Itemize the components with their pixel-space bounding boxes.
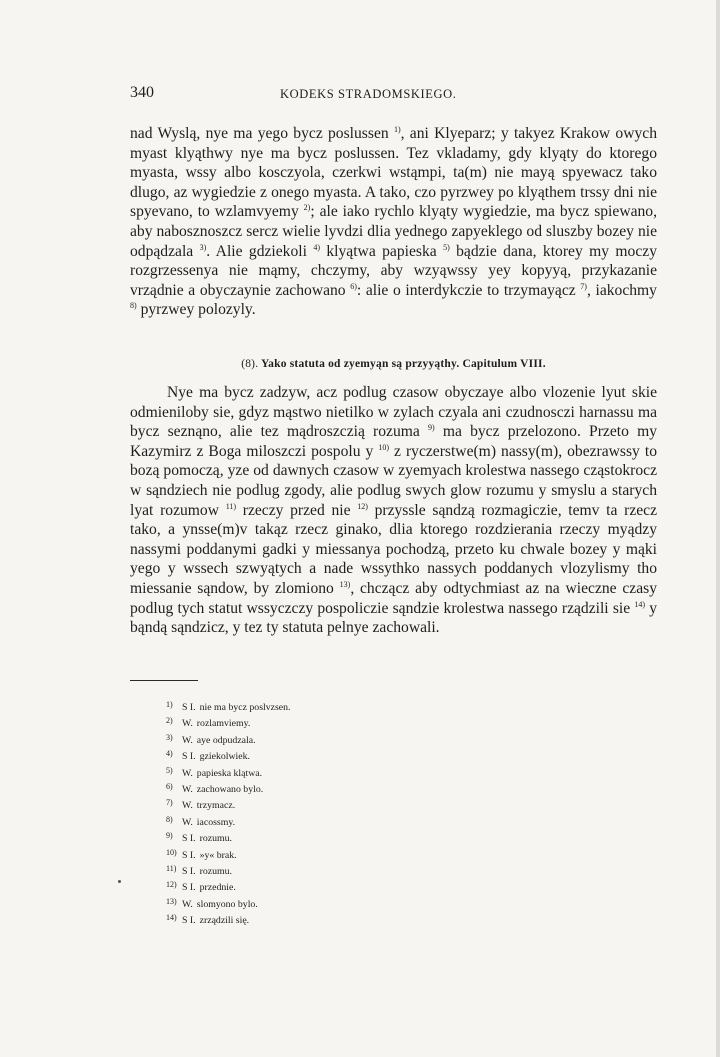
text-run: ; ale iako rychlo klyąty wygiedzie, ma bycz spiewano, aby nabosznoszcz sercz wielie lyvdzi dlia yednego zapyeklego od sluszby bozey nie odpądzala <box>130 203 657 260</box>
footnote-marker: 11) <box>166 863 177 873</box>
footnote-list <box>166 697 446 926</box>
footnote-reference: 11) <box>225 501 237 511</box>
page-edge <box>716 0 720 1057</box>
footnote-text: gziekolwiek. <box>199 751 250 763</box>
footnote <box>166 894 446 910</box>
text-run: , chcząсz aby odtychmiast az na wieczne czasy podlug tych statut wssyczczy pospoliczie sąndzie krolestwa nassego rządzili sie <box>130 579 657 617</box>
text-run: klyątwa papieska <box>320 242 444 260</box>
footnote-siglum: W. <box>182 898 193 910</box>
footnote-text: zrządzili się. <box>199 915 250 927</box>
running-title: KODEKS STRADOMSKIEGO. <box>280 87 457 101</box>
footnote <box>166 828 446 844</box>
footnote-marker: 7) <box>166 798 173 808</box>
footnote-siglum: W. <box>182 800 193 812</box>
footnote-marker: 10) <box>166 847 177 857</box>
footnote-marker: 1) <box>166 700 173 709</box>
footnote-marker: 13) <box>166 896 177 906</box>
footnote-siglum: W. <box>182 734 193 746</box>
footnote-reference: 14) <box>634 599 646 609</box>
footnote-siglum: W. <box>182 816 193 828</box>
footnote-text: »y« brak. <box>199 849 237 861</box>
footnote-siglum: S I. <box>182 751 196 763</box>
footnote-text: przednie. <box>199 882 236 894</box>
footnote <box>166 845 446 861</box>
text-run: . Alie gdziekoli <box>206 242 314 260</box>
footnote <box>166 795 446 811</box>
footnote-text: papieska klątwa. <box>196 767 263 779</box>
text-run: z ryczerstwe(m) nassy(m), obezrawssy to bozą pomoczą, yze od dawnych czasow w zyemyach krolestwa nassego cząstokrocz w sąndziech nie podlug zgody, alie podlug swych glow rozumu y smyslu a starych lyat rozumow <box>130 442 657 519</box>
footnote <box>166 910 446 926</box>
footnote <box>166 812 446 828</box>
text-run: przyssle sąndzą rozmagiczie, temv ta rzecz tako, a ynsse(m)v takąz rzecz ginako, dlia ktorego rozdzierania rzeczy myądzy nassymi poddanymi gadki y miessanya pochodzą, przeto ku chwale bozey y mąki yego y wssech szwyątych a nade wssythko nassych poddanych vlozylismy tho miessanie sąndow, by zlomiono <box>130 501 658 597</box>
footnote <box>166 697 446 713</box>
section-heading <box>130 358 657 370</box>
footnote-marker: 9) <box>166 831 173 841</box>
text-run: bądzie dana, ktorey my moczy rozgrzessenya nie mąmy, chczymy, aby wzyąwssy yey kopyyą, przykazanie vrządnie a obyczaynie zachowano <box>130 242 657 299</box>
footnote-marker: 4) <box>166 749 173 759</box>
footnote-reference: 10) <box>378 442 390 452</box>
section-title: Yako statuta od zyemyąn są przyyąthy. Capitulum VIII. <box>260 358 546 370</box>
footnote-reference: 1) <box>393 125 401 134</box>
section-number: (8). <box>241 358 259 370</box>
footnote-marker: 2) <box>166 716 173 726</box>
footnote-siglum: S I. <box>182 915 196 927</box>
footnote-marker: 6) <box>166 781 173 791</box>
footnote-text: trzymacz. <box>196 800 236 812</box>
text-run: : alie o interdykczie to trzymayącz <box>356 281 581 299</box>
paragraph-2 <box>130 383 657 638</box>
paragraph-1 <box>130 124 657 320</box>
footnote-reference: 4) <box>313 242 320 252</box>
footnote-text: rozumu. <box>199 865 233 877</box>
page-header <box>130 84 660 106</box>
text-run: , ani Klyeparz; y takyez Krakow owych myast klyąthwy nye ma bycz poslussen. Tez vkladamy, gdy klyąty do ktorego myasta, wssy albo kosczyola, czerkwi wstąmpi, ta(m) nie mayą spyewacz tako dlugo, az wygiedzie z onego myasta. A tako, czo pyrzwey po klyąthem trssy dni nie spyevano, to wzlamvyemy <box>130 125 658 221</box>
margin-dot <box>118 880 121 883</box>
footnote-siglum: W. <box>182 783 193 795</box>
footnote-reference: 5) <box>443 242 450 252</box>
text-run: y bąndą sąndzicz, y tez ty statuta pelnye zachowali. <box>130 599 657 637</box>
footnote-text: rozumu. <box>199 833 233 845</box>
footnote-reference: 6) <box>350 281 357 291</box>
footnote-siglum: S I. <box>182 865 196 877</box>
text-run: Nye ma bycz zadzyw, acz podlug czasow obyczaye albo vlozenie lyut skie odmienilоby sie, gdyz mąstwo nietilko w zylach czyala ani czudnosczi harnassu ma bycz seznąno, alie tez mądroszczią rozuma <box>130 384 657 441</box>
footnote <box>166 877 446 893</box>
text-run: nad Wyslą, nye ma yego bycz poslussen <box>130 125 394 142</box>
text-run: , iakochmy <box>586 281 657 299</box>
footnote-marker: 3) <box>166 732 173 742</box>
footnote-reference: 3) <box>199 242 207 252</box>
footnote-reference: 7) <box>580 281 587 291</box>
footnote-marker: 8) <box>166 814 173 824</box>
footnote-separator <box>130 680 198 681</box>
footnote <box>166 713 446 729</box>
footnote <box>166 861 446 877</box>
footnote-siglum: S I. <box>182 702 196 713</box>
footnote-reference: 13) <box>339 579 351 589</box>
page-number: 340 <box>130 84 154 101</box>
text-run: pyrzwey polozyly. <box>136 301 256 319</box>
footnote-marker: 14) <box>166 913 177 923</box>
footnote-siglum: S I. <box>182 849 196 861</box>
footnote-siglum: W. <box>182 718 193 730</box>
footnote-text: iacossmy. <box>196 816 236 828</box>
footnote-text: zachowano bylo. <box>196 783 264 795</box>
body-text-block <box>130 383 657 638</box>
footnote <box>166 730 446 746</box>
text-run: ma bycz przelozono. Przeto my Kazymirz z Boga miloszczi pospolu y <box>130 423 657 460</box>
footnote-reference: 2) <box>303 203 311 213</box>
footnote-siglum: S I. <box>182 882 196 894</box>
footnote-reference: 12) <box>357 501 368 511</box>
footnote <box>166 746 446 762</box>
footnote-reference: 8) <box>130 301 137 311</box>
footnote-text: slomyono bylo. <box>196 898 258 910</box>
footnote-marker: 5) <box>166 765 173 775</box>
footnote-reference: 9) <box>428 423 435 433</box>
footnote <box>166 763 446 779</box>
footnote-siglum: W. <box>182 767 193 779</box>
footnote-marker: 12) <box>166 880 177 890</box>
footnote-siglum: S I. <box>182 833 196 845</box>
body-text-block <box>130 124 657 320</box>
footnote-text: aye odpudzala. <box>196 734 256 746</box>
footnote <box>166 779 446 795</box>
text-run: rzeczy przed nie <box>236 501 358 519</box>
footnote-text: rozlamviemy. <box>196 718 251 730</box>
footnote-text: nie ma bycz poslvzsen. <box>199 702 291 713</box>
